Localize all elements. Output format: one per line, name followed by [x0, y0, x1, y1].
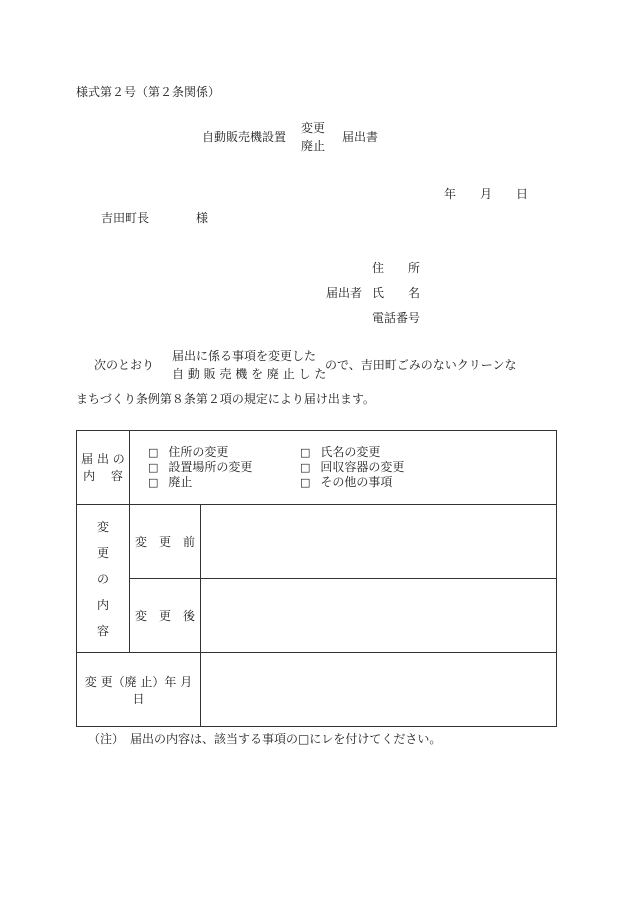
notifier-name-label-a: 氏	[372, 286, 385, 300]
notifier-address-label-a: 住	[372, 261, 385, 275]
option-container-change[interactable]	[300, 460, 404, 475]
body-line2: まちづくり条例第８条第２項の規定により届け出ます。	[76, 392, 375, 406]
change-content-char: 内	[96, 597, 109, 612]
title-suffix: 届出書	[342, 130, 379, 144]
option-other[interactable]	[300, 475, 392, 490]
date-year-label: 年	[444, 187, 457, 201]
checkbox-location-change[interactable]: □	[148, 461, 159, 474]
option-location-change[interactable]	[148, 460, 300, 475]
checkbox-name-change[interactable]: □	[300, 446, 311, 459]
option-label: 氏名の変更	[320, 445, 381, 459]
title-prefix: 自動販売機設置	[202, 130, 287, 144]
change-date-field[interactable]	[201, 653, 557, 727]
content-label-cell	[77, 431, 130, 505]
table-row-after	[77, 579, 557, 653]
footnote: （注） 届出の内容は、該当する事項の□にレを付けてください。	[88, 732, 442, 746]
change-content-char: 容	[96, 623, 109, 638]
before-label: 変 更 前	[130, 505, 201, 579]
option-address-change[interactable]	[148, 445, 300, 460]
checkbox-abolish[interactable]: □	[148, 476, 159, 489]
checkbox-container-change[interactable]: □	[300, 461, 311, 474]
title-option-abolish: 廃止	[301, 139, 326, 153]
addressee-honorific: 様	[196, 211, 209, 225]
option-abolish[interactable]	[148, 475, 300, 490]
change-content-char: 更	[96, 545, 109, 560]
option-name-change[interactable]	[300, 445, 380, 460]
option-label: 住所の変更	[168, 445, 229, 459]
body-option-change: 届出に係る事項を変更した	[172, 349, 317, 363]
option-label: 廃止	[168, 475, 193, 489]
notifier-address-label-b: 所	[408, 261, 421, 275]
change-date-label: 変 更（廃 止）年 月 日	[77, 653, 201, 727]
table-row-date	[77, 653, 557, 727]
change-content-label-cell	[77, 505, 130, 653]
notification-table	[76, 430, 557, 727]
title-option-change: 変更	[301, 121, 326, 135]
checkbox-address-change[interactable]: □	[148, 446, 159, 459]
date-day-label: 日	[516, 187, 529, 201]
checkbox-row	[148, 445, 556, 460]
body-lead: 次のとおり	[94, 358, 155, 372]
option-label: 回収容器の変更	[320, 460, 405, 474]
option-label: 設置場所の変更	[168, 460, 253, 474]
addressee-name: 吉田町長	[101, 211, 150, 225]
checkbox-row	[148, 475, 556, 490]
form-number-label: 様式第２号（第２条関係）	[76, 85, 221, 99]
table-row-before	[77, 505, 557, 579]
checkbox-other[interactable]: □	[300, 476, 311, 489]
table-row-content	[77, 431, 557, 505]
notifier-phone-label: 電話番号	[372, 311, 421, 325]
after-label: 変 更 後	[130, 579, 201, 653]
option-label: その他の事項	[320, 475, 393, 489]
notifier-label: 届出者	[326, 286, 363, 300]
date-month-label: 月	[480, 187, 493, 201]
notifier-name-label-b: 名	[408, 286, 421, 300]
content-label-line-2: 内 容	[83, 468, 123, 483]
content-options-cell	[130, 431, 557, 505]
before-value-field[interactable]	[201, 505, 557, 579]
body-option-abolish: 自 動 販 売 機 を 廃 止 し た	[172, 367, 327, 381]
checkbox-row	[148, 460, 556, 475]
after-value-field[interactable]	[201, 579, 557, 653]
body-tail: ので、吉田町ごみのないクリーンな	[325, 358, 517, 372]
content-label-line-1: 届 出 の	[81, 451, 125, 466]
change-content-char: の	[96, 571, 109, 586]
change-content-char: 変	[96, 519, 109, 534]
